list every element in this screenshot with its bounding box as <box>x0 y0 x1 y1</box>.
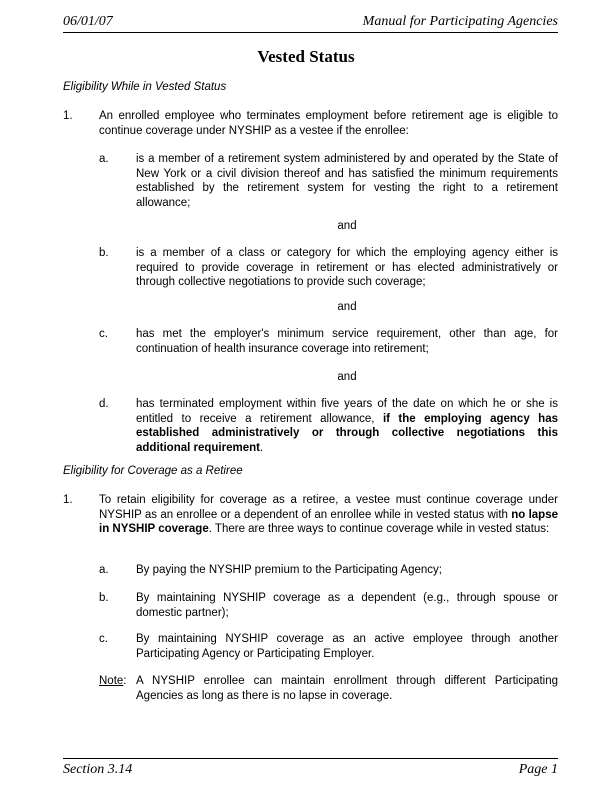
page-header <box>63 14 558 33</box>
item-number: 1. <box>63 110 73 122</box>
item-number: 1. <box>63 494 73 506</box>
page-title: Vested Status <box>257 47 355 66</box>
subitem-text: has met the employer's minimum service requirement, other than age, for continuation of health insurance coverage into retirement; <box>136 328 558 355</box>
subitem-label: c. <box>99 633 108 645</box>
subitem-text: By maintaining NYSHIP coverage as a dependent (e.g., through spouse or domestic partner); <box>136 592 558 619</box>
note-label: Note: <box>99 675 127 687</box>
subitem-text-end: . <box>259 441 264 454</box>
subitem-label: b. <box>99 247 109 259</box>
footer-page-number: Page 1 <box>518 762 558 777</box>
header-date: 06/01/07 <box>63 14 113 29</box>
subitem-text-plain: has terminated employment within five years of the date on which he or she is entitled to receive a retirement allowance, <box>136 398 558 425</box>
note-text: A NYSHIP enrollee can maintain enrollment through different Participating Agencies as long as there is no lapse in coverage. <box>136 675 558 702</box>
header-manual-title: Manual for Participating Agencies <box>362 14 558 29</box>
subitem-label: b. <box>99 592 109 604</box>
subitem-label: a. <box>99 153 109 165</box>
subitem-text: is a member of a class or category for which the employing agency either is required to provide coverage in retirement or has elected administratively or through collective negotiations to provide such coverage; <box>136 247 558 288</box>
page-footer <box>63 758 558 781</box>
item-text: An enrolled employee who terminates employment before retirement age is eligible to continue coverage under NYSHIP as a vestee if the enrollee: <box>99 110 558 137</box>
footer-section: Section 3.14 <box>63 762 133 777</box>
item-text-start: To retain eligibility for coverage as a retiree, a vestee must continue coverage under NYSHIP as an enrollee or a dependent of an enrollee while in vested status with <box>99 494 558 521</box>
section-heading-vested: Eligibility While in Vested Status <box>63 81 227 93</box>
subitem-label: c. <box>99 328 108 340</box>
item-text-emphasis: no lapse in NYSHIP coverage <box>99 508 558 535</box>
item-text-end: . There are three ways to continue coverage while in vested status: <box>208 523 550 535</box>
conjunction: and <box>337 371 357 383</box>
conjunction: and <box>337 220 357 232</box>
item-text <box>99 493 558 537</box>
subitem-label: a. <box>99 564 109 576</box>
subitem-label: d. <box>99 398 109 410</box>
subitem-text-emphasis: if the employing agency has established administratively or through collective negotiations this additional requirement <box>136 412 558 454</box>
subitem-text: is a member of a retirement system administered by and operated by the State of New York or a civil division thereof and has satisfied the minimum requirements established by the retirement system for vesting the right to a retirement allowance; <box>136 153 558 209</box>
subitem-text <box>136 397 558 455</box>
conjunction: and <box>337 301 357 313</box>
subitem-text: By maintaining NYSHIP coverage as an active employee through another Participating Agency or Participating Employer. <box>136 633 558 660</box>
section-heading-retiree: Eligibility for Coverage as a Retiree <box>63 465 243 477</box>
subitem-text: By paying the NYSHIP premium to the Participating Agency; <box>136 564 442 576</box>
